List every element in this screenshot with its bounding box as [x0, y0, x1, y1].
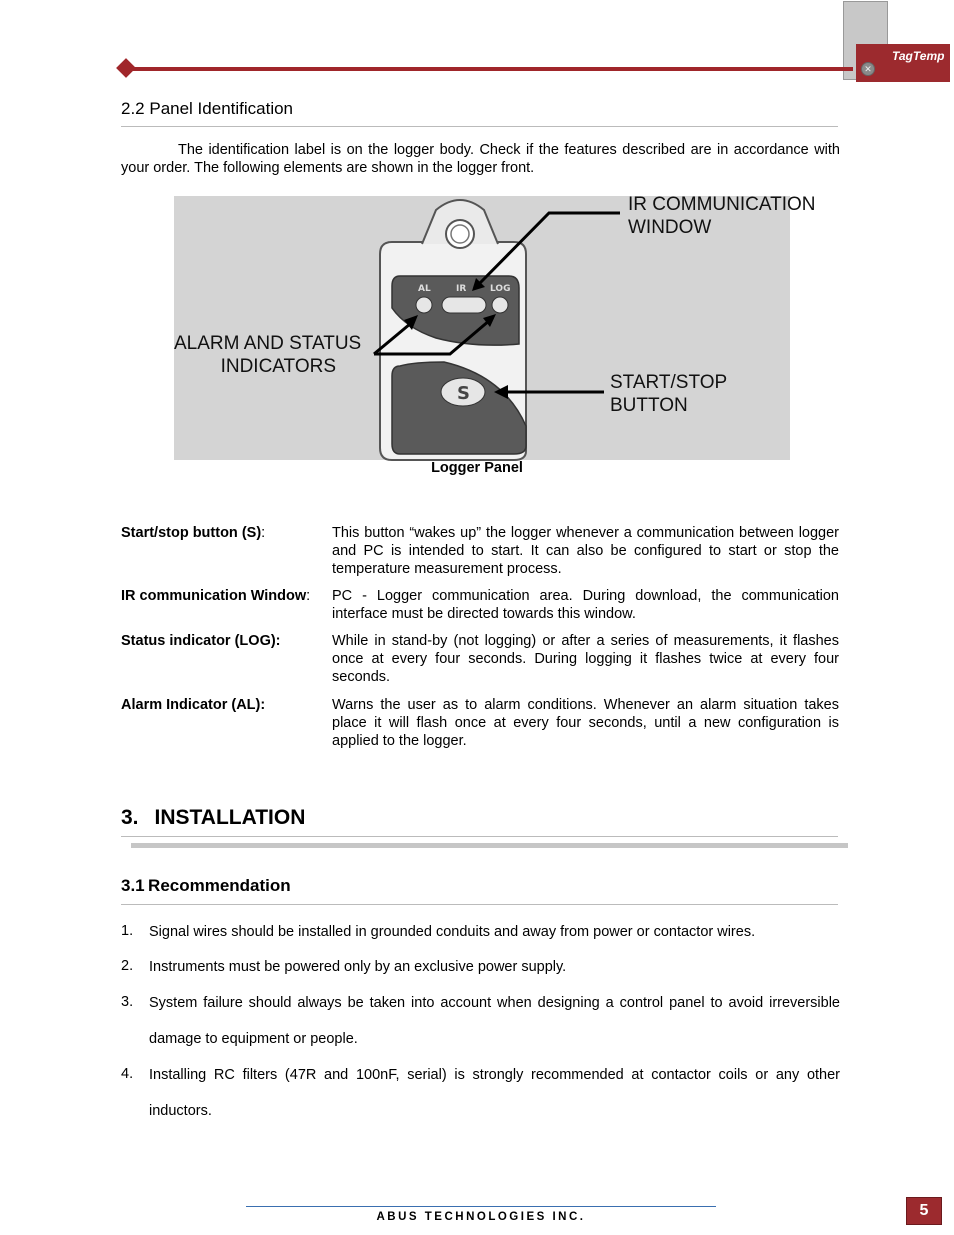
- section-rule: [121, 126, 838, 127]
- figure-caption: Logger Panel: [431, 460, 523, 476]
- list-item: Instruments must be powered only by an exclusive power supply.: [149, 959, 567, 975]
- alarm-callout-line1: ALARM AND STATUS: [174, 333, 362, 354]
- close-icon: ✕: [861, 62, 875, 76]
- definition-desc: Warns the user as to alarm conditions. Whenever an alarm situation takes place it will flash once at every four seconds, until a new configuration is applied to the logger.: [332, 697, 839, 749]
- list-item: Signal wires should be installed in grounded conduits and away from power or contactor wires.: [149, 924, 756, 940]
- definition-desc: This button “wakes up” the logger whenever a communication between logger and PC is intended to start. It can also be configured to start or stop the temperature measurement process.: [332, 525, 839, 577]
- definition-term: Start/stop button (S):: [121, 525, 266, 541]
- header-diamond-icon: [116, 58, 136, 78]
- section-title-2-2: 2.2 Panel Identification: [121, 99, 294, 118]
- ir-callout-line2: WINDOW: [628, 217, 712, 238]
- page-number: 5: [919, 1202, 929, 1219]
- logger-diagram: [174, 194, 816, 460]
- al-label: AL: [418, 284, 431, 294]
- log-label: LOG: [490, 284, 511, 294]
- ir-label: IR: [456, 284, 467, 294]
- list-number: 1.: [121, 923, 134, 939]
- header-rule: [125, 67, 853, 71]
- alarm-callout-line2: INDICATORS: [220, 356, 336, 377]
- logger-panel-figure: [174, 194, 816, 460]
- log-led: [492, 297, 508, 313]
- footer-rule: [246, 1206, 716, 1207]
- definition-term: Status indicator (LOG):: [121, 633, 281, 649]
- section-title-3: 3. INSTALLATION: [121, 806, 306, 829]
- section-rule-thick: [131, 843, 848, 848]
- ir-callout-line1: IR COMMUNICATION: [628, 194, 816, 215]
- brand-label: TagTemp: [892, 49, 945, 63]
- list-item: System failure should always be taken into account when designing a control panel to avoid irreversible damage to equipment or people.: [149, 995, 840, 1047]
- intro-paragraph: The identification label is on the logger body. Check if the features described are in accordance with your order. The following elements are shown in the logger front.: [121, 142, 840, 176]
- list-number: 3.: [121, 994, 134, 1010]
- s-label: S: [457, 383, 470, 404]
- section-rule: [121, 836, 838, 837]
- page-number-box: [906, 1197, 942, 1225]
- definition-item: [121, 524, 840, 580]
- start-callout-line2: BUTTON: [610, 395, 688, 416]
- definition-term: Alarm Indicator (AL):: [121, 697, 266, 713]
- section-rule: [121, 904, 838, 905]
- ir-window: [442, 297, 486, 313]
- definition-item: [121, 632, 840, 688]
- start-callout-line1: START/STOP: [610, 372, 728, 393]
- footer-company: ABUS TECHNOLOGIES INC.: [376, 1211, 586, 1223]
- list-number: 2.: [121, 958, 134, 974]
- definition-desc: PC - Logger communication area. During download, the communication interface must be directed towards this window.: [332, 588, 839, 622]
- section-title-3-1: 3.1 Recommendation: [121, 876, 291, 895]
- definition-item: [121, 696, 840, 752]
- al-led: [416, 297, 432, 313]
- list-item: Installing RC filters (47R and 100nF, serial) is strongly recommended at contactor coils or any other inductors.: [149, 1067, 840, 1119]
- list-number: 4.: [121, 1066, 134, 1082]
- definition-desc: While in stand-by (not logging) or after a series of measurements, it flashes once at every four seconds. During logging it flashes twice at every four seconds.: [332, 633, 839, 685]
- definition-term: IR communication Window:: [121, 588, 311, 604]
- definition-item: [121, 587, 840, 625]
